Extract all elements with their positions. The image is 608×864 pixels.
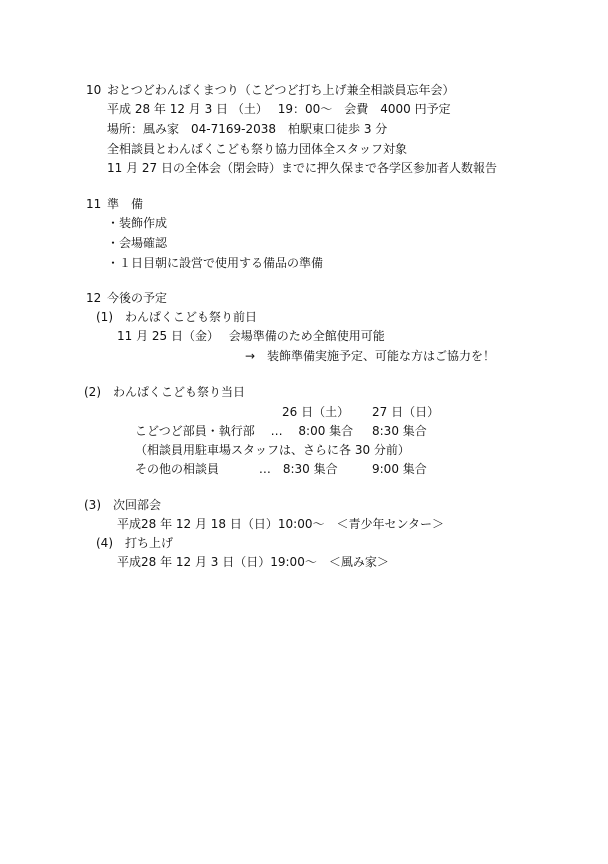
sub1-label: (1) わんぱくこども祭り前日 (96, 310, 257, 324)
section-12-number: 12 (86, 291, 102, 305)
section-12-title: 今後の予定 (107, 291, 168, 305)
sub4-label: (4) 打ち上げ (96, 536, 173, 550)
sub2-col-head-1: 26 日（土） (282, 405, 350, 419)
sub3-label: (3) 次回部会 (84, 498, 161, 512)
sub2-row-1-note: （相談員用駐車場スタッフは、さらに各 30 分前） (135, 443, 410, 457)
sub1-line-1: 11 月 25 日（金） 会場準備のため全館使用可能 (117, 329, 385, 343)
sub2-col-head-2: 27 日（日） (372, 405, 440, 419)
section-10-number: 10 (86, 83, 102, 97)
sub3-line: 平成28 年 12 月 18 日（日）10:00～ ＜青少年センター＞ (117, 517, 444, 531)
sub1-line-2: → 装飾準備実施予定、可能な方はご協力を！ (245, 349, 496, 363)
section-10-title: おとつどわんぱくまつり（こどつど打ち上げ兼全相談員忘年会） (107, 83, 455, 97)
section-10-line-4: 11 月 27 日の全体会（閉会時）までに押久保まで各学区参加者人数報告 (107, 161, 497, 175)
sub2-row-1-label: こどつど部員・執行部 … 8:00 集合 (135, 424, 354, 438)
section-11-item-1: ・装飾作成 (107, 216, 168, 230)
section-10-line-1: 平成 28 年 12 月 3 日 （土） 19：00～ 会費 4000 円予定 (107, 102, 451, 116)
section-11-item-2: ・会場確認 (107, 236, 168, 250)
sub2-row-2-col-2: 9:00 集合 (372, 462, 427, 476)
section-10-line-3: 全相談員とわんぱくこども祭り協力団体全スタッフ対象 (107, 142, 408, 156)
sub2-label: (2) わんぱくこども祭り当日 (84, 385, 245, 399)
sub2-row-1-col-2: 8:30 集合 (372, 424, 427, 438)
section-11-item-3: ・１日目朝に設営で使用する備品の準備 (107, 256, 324, 270)
section-11-number: 11 (86, 197, 102, 211)
section-10-line-2: 場所：風み家 04-7169-2038 柏駅東口徒歩 3 分 (107, 122, 388, 136)
sub2-row-2-label: その他の相談員 … 8:30 集合 (135, 462, 338, 476)
sub4-line: 平成28 年 12 月 3 日（日）19:00～ ＜風み家＞ (117, 555, 389, 569)
section-11-title: 準 備 (107, 197, 144, 211)
